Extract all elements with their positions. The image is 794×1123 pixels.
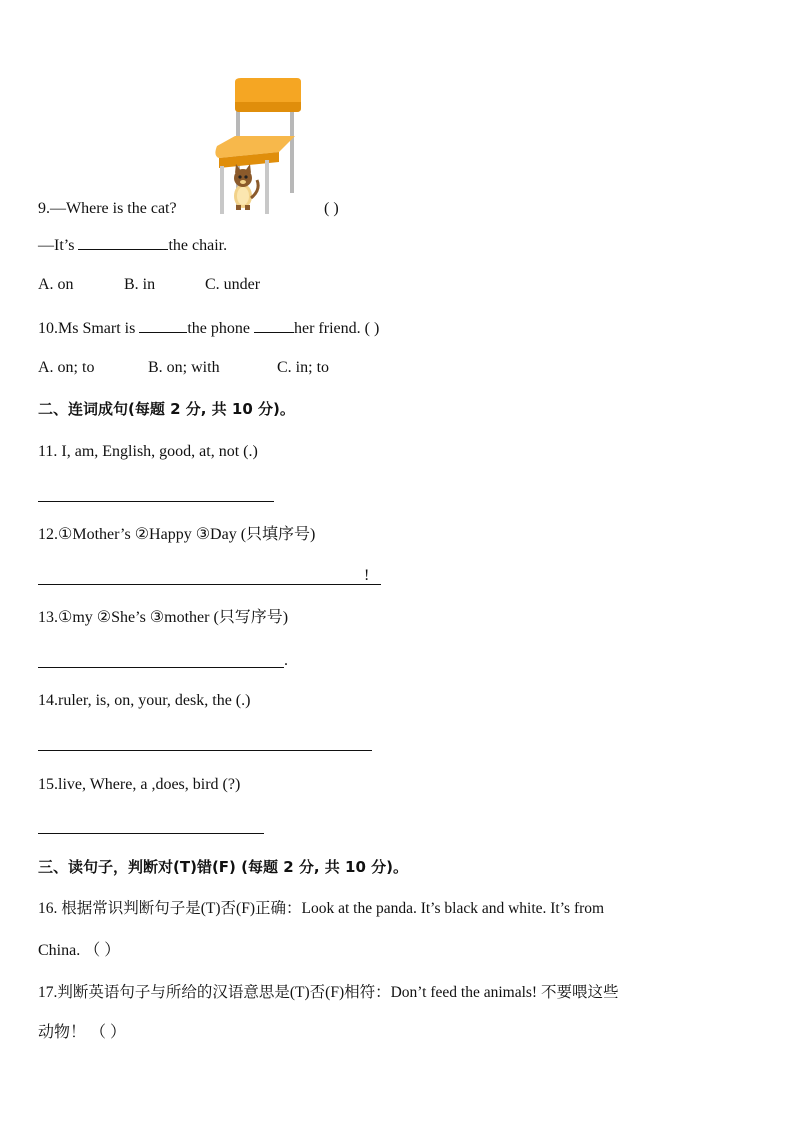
question-16-line2 [38, 940, 120, 962]
question-9-text: 9.—Where is the cat? [38, 200, 177, 217]
option-c[interactable]: C. under [205, 276, 261, 293]
question-17-text: 动物！ [38, 1024, 87, 1041]
option-a[interactable]: A. on; to [38, 359, 95, 376]
question-9 [38, 198, 177, 220]
answer-prefix: —It’s [38, 237, 75, 254]
option-a[interactable]: A. on [38, 276, 74, 293]
fill-blank[interactable] [254, 316, 294, 333]
section-3-heading: 三、读句子，判断对(T)错(F) (每题 2 分, 共 10 分)。 [38, 858, 408, 876]
question-10 [38, 316, 379, 340]
question-12-end-mark: ! [364, 567, 370, 584]
answer-line-12[interactable] [38, 583, 381, 585]
question-16-line1: 16. 根据常识判断句子是(T)否(F)正确：Look at the panda. It’s black and white. It’s from [38, 900, 605, 917]
answer-line-13[interactable] [38, 666, 284, 668]
paren-text: ( ) [324, 200, 339, 217]
question-10-answer-paren[interactable]: ( ) [364, 320, 380, 337]
cat-icon [234, 164, 258, 210]
section-2-heading: 二、连词成句(每题 2 分, 共 10 分)。 [38, 400, 295, 418]
question-10-part3: her friend. [294, 320, 361, 337]
option-b[interactable]: B. in [124, 276, 156, 293]
fill-blank[interactable] [78, 233, 168, 250]
question-13: 13.①my ②She’s ③mother (只写序号) [38, 609, 289, 626]
answer-line-14[interactable] [38, 749, 372, 751]
question-12: 12.①Mother’s ②Happy ③Day (只填序号) [38, 526, 316, 543]
question-14: 14.ruler, is, on, your, desk, the (.) [38, 692, 251, 709]
question-10-part1: 10.Ms Smart is [38, 320, 136, 337]
question-9-answer-line [38, 233, 227, 257]
chair-with-cat-illustration [205, 78, 305, 218]
question-17-line2 [38, 1022, 126, 1044]
question-15: 15.live, Where, a ,does, bird (?) [38, 776, 241, 793]
question-13-end-mark: . [284, 652, 288, 669]
question-17-answer-paren[interactable]: （ ） [90, 1024, 127, 1041]
question-17-line1: 17.判断英语句子与所给的汉语意思是(T)否(F)相符：Don’t feed the animals! 不要喂这些 [38, 984, 619, 1001]
option-c[interactable]: C. in; to [277, 359, 330, 376]
question-9-answer-paren[interactable] [324, 198, 339, 220]
answer-suffix: the chair. [168, 237, 228, 254]
answer-line-15[interactable] [38, 832, 264, 834]
fill-blank[interactable] [139, 316, 187, 333]
question-16-text: China. [38, 942, 81, 959]
answer-line-11[interactable] [38, 500, 274, 502]
question-11: 11. I, am, English, good, at, not (.) [38, 443, 258, 460]
question-10-part2: the phone [187, 320, 250, 337]
option-b[interactable]: B. on; with [148, 359, 220, 376]
question-16-answer-paren[interactable]: （ ） [84, 942, 121, 959]
